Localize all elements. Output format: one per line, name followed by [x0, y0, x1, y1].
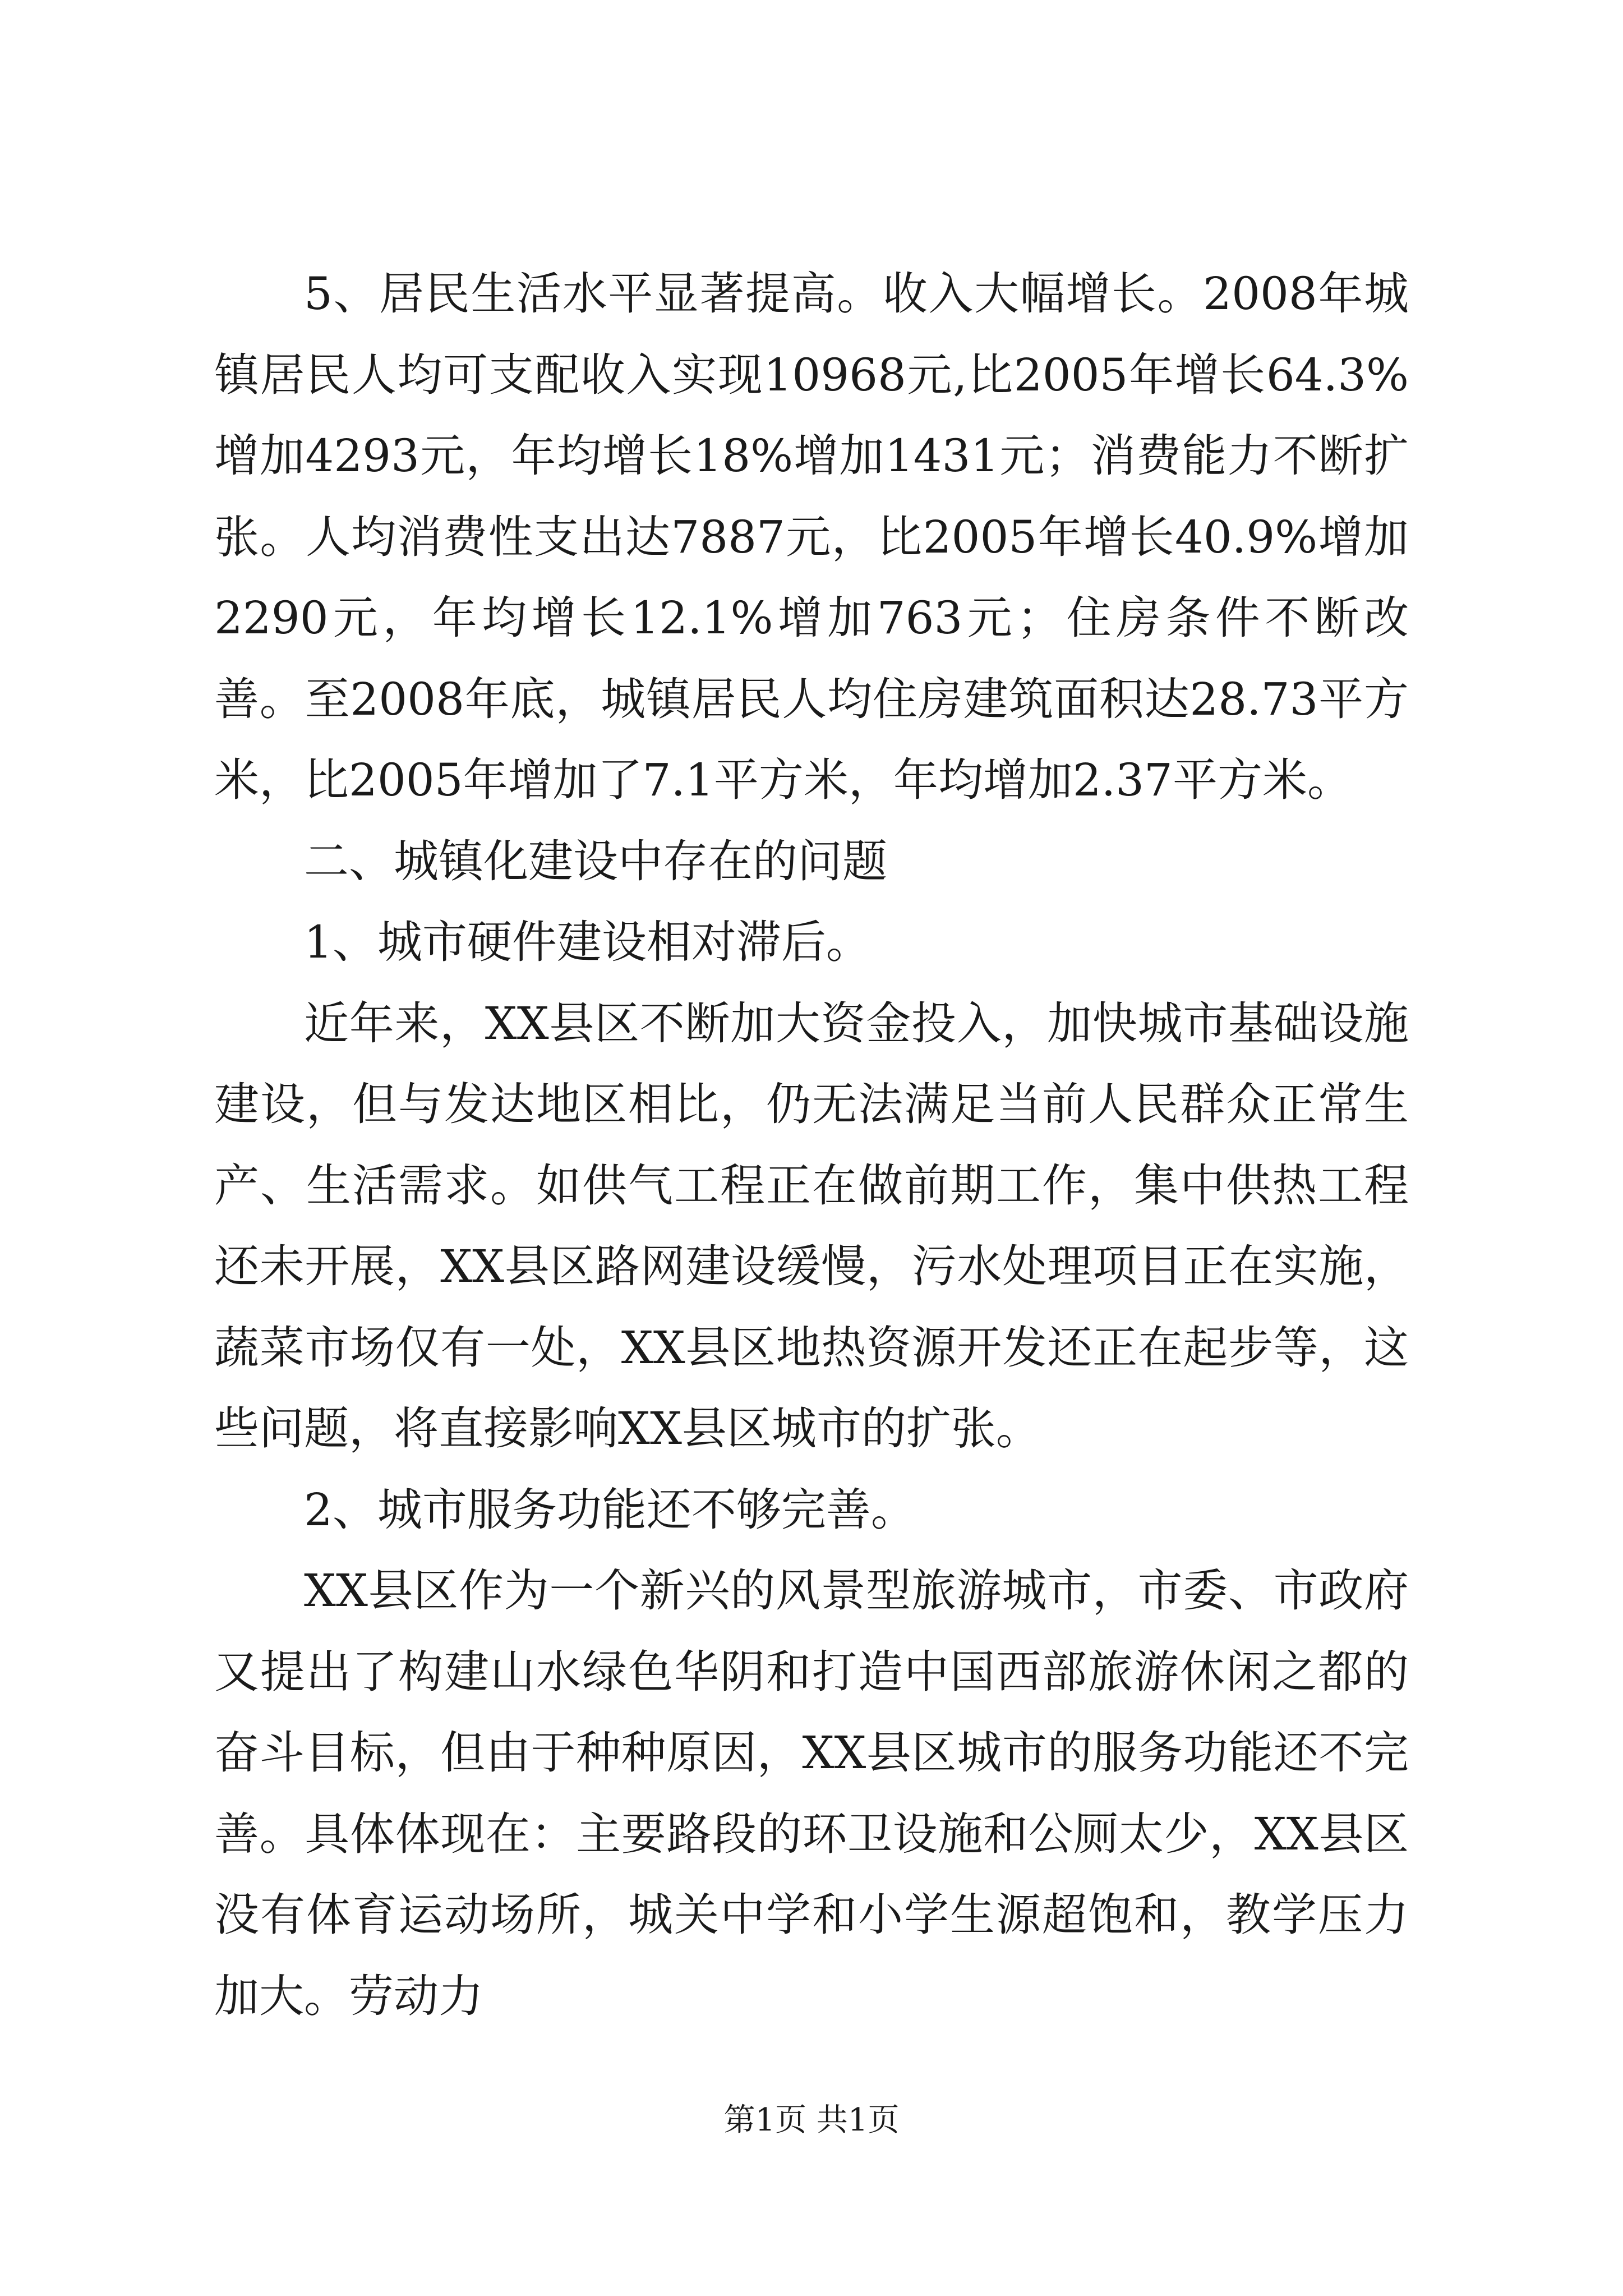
paragraph-service-functions: XX县区作为一个新兴的风景型旅游城市，市委、市政府又提出了构建山水绿色华阴和打造中国西部旅游休闲之都的奋斗目标，但由于种种原因，XX县区城市的服务功能还不完善。具体体现在：主要路段的环卫设施和公厕太少，XX县区没有体育运动场所，城关中学和小学生源超饱和，教学压力加大。劳动力 — [214, 1565, 1409, 2022]
subheading-service-functions: 2、城市服务功能还不够完善。 — [304, 1483, 916, 1536]
page-footer: 第1页 共1页 — [723, 2102, 900, 2138]
paragraph-infrastructure: 近年来，XX县区不断加大资金投入，加快城市基础设施建设，但与发达地区相比，仍无法满足当前人民群众正常生产、生活需求。如供气工程正在做前期工作，集中供热工程还未开展，XX县区路网建设缓慢，污水处理项目正在实施，蔬菜市场仅有一处，XX县区地热资源开发还正在起步等，这些问题，将直接影响XX县区城市的扩张。 — [214, 997, 1409, 1455]
subheading-hardware-lag: 1、城市硬件建设相对滞后。 — [304, 916, 871, 968]
document-body — [214, 254, 1409, 2037]
paragraph-living-standard: 5、居民生活水平显著提高。收入大幅增长。2008年城镇居民人均可支配收入实现10968元,比2005年增长64.3%增加4293元，年均增长18%增加1431元；消费能力不断扩张。人均消费性支出达7887元，比2005年增长40.9%增加2290元，年均增长12.1%增加763元；住房条件不断改善。至2008年底，城镇居民人均住房建筑面积达28.73平方米，比2005年增加了7.1平方米，年均增加2.37平方米。 — [214, 268, 1409, 806]
section-heading-problems: 二、城镇化建设中存在的问题 — [304, 835, 887, 887]
